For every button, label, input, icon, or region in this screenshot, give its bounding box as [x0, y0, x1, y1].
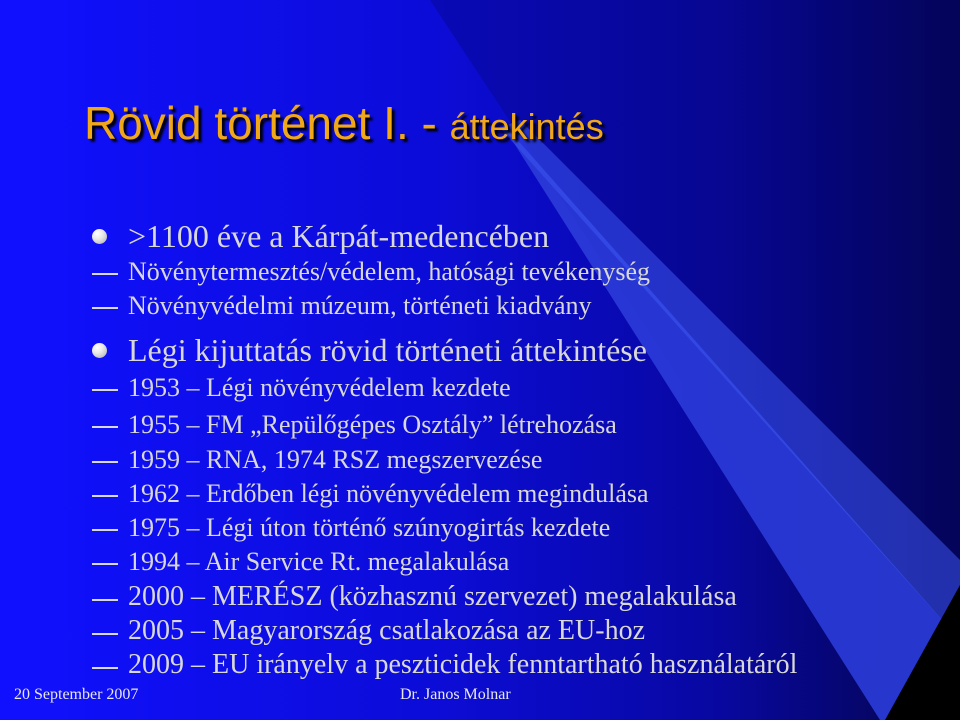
list-item-text: 1959 – RNA, 1974 RSZ megszervezése [128, 445, 543, 474]
list-item [128, 512, 610, 544]
dash-icon [92, 667, 118, 669]
dash-icon [92, 307, 118, 309]
list-item-text: 1955 – FM „Repülőgépes Osztály” létrehozása [128, 410, 617, 439]
footer-date: 20 September 2007 [14, 686, 139, 703]
page-number: 3 [926, 696, 934, 713]
list-item [128, 290, 592, 322]
list-item-text: Légi kijuttatás rövid történeti áttekintése [128, 332, 647, 368]
list-item [128, 256, 650, 288]
bullet-icon [92, 343, 107, 358]
dash-icon [92, 495, 118, 497]
dash-icon [92, 563, 118, 565]
list-item [128, 580, 737, 614]
title-sub: áttekintés [449, 106, 604, 147]
list-item-text: >1100 éve a Kárpát-medencében [128, 218, 550, 254]
dash-icon [92, 461, 118, 463]
title-main: Rövid történet I. - [84, 97, 450, 149]
bullet-icon [92, 229, 107, 244]
list-item-text: 2005 – Magyarország csatlakozása az EU-hoz [128, 615, 646, 646]
list-item [128, 372, 511, 404]
dash-icon [92, 389, 118, 391]
list-item [128, 218, 549, 254]
footer-author: Dr. Janos Molnar [400, 686, 511, 703]
list-item-text: 1953 – Légi növényvédelem kezdete [128, 373, 511, 402]
list-item [128, 409, 617, 441]
list-item [128, 648, 797, 682]
dash-icon [92, 599, 118, 601]
list-item [128, 332, 647, 368]
list-item-text: 2000 – MERÉSZ (közhasznú szervezet) megalakulása [128, 581, 737, 612]
list-item-text: 2009 – EU irányelv a peszticidek fenntartható használatáról [128, 649, 798, 680]
dash-icon [92, 426, 118, 428]
list-item-text: 1994 – Air Service Rt. megalakulása [128, 547, 510, 576]
list-item-text: 1975 – Légi úton történő szúnyogirtás kezdete [128, 513, 611, 542]
list-item-text: Növénytermesztés/védelem, hatósági tevékenység [128, 257, 650, 286]
list-item [128, 546, 509, 578]
dash-icon [92, 273, 118, 275]
list-item-text: Növényvédelmi múzeum, történeti kiadvány [128, 291, 592, 320]
dash-icon [92, 529, 118, 531]
list-item [128, 614, 645, 648]
dash-icon [92, 633, 118, 635]
list-item-text: 1962 – Erdőben légi növényvédelem megindulása [128, 479, 649, 508]
list-item [128, 444, 542, 476]
list-item [128, 478, 649, 510]
